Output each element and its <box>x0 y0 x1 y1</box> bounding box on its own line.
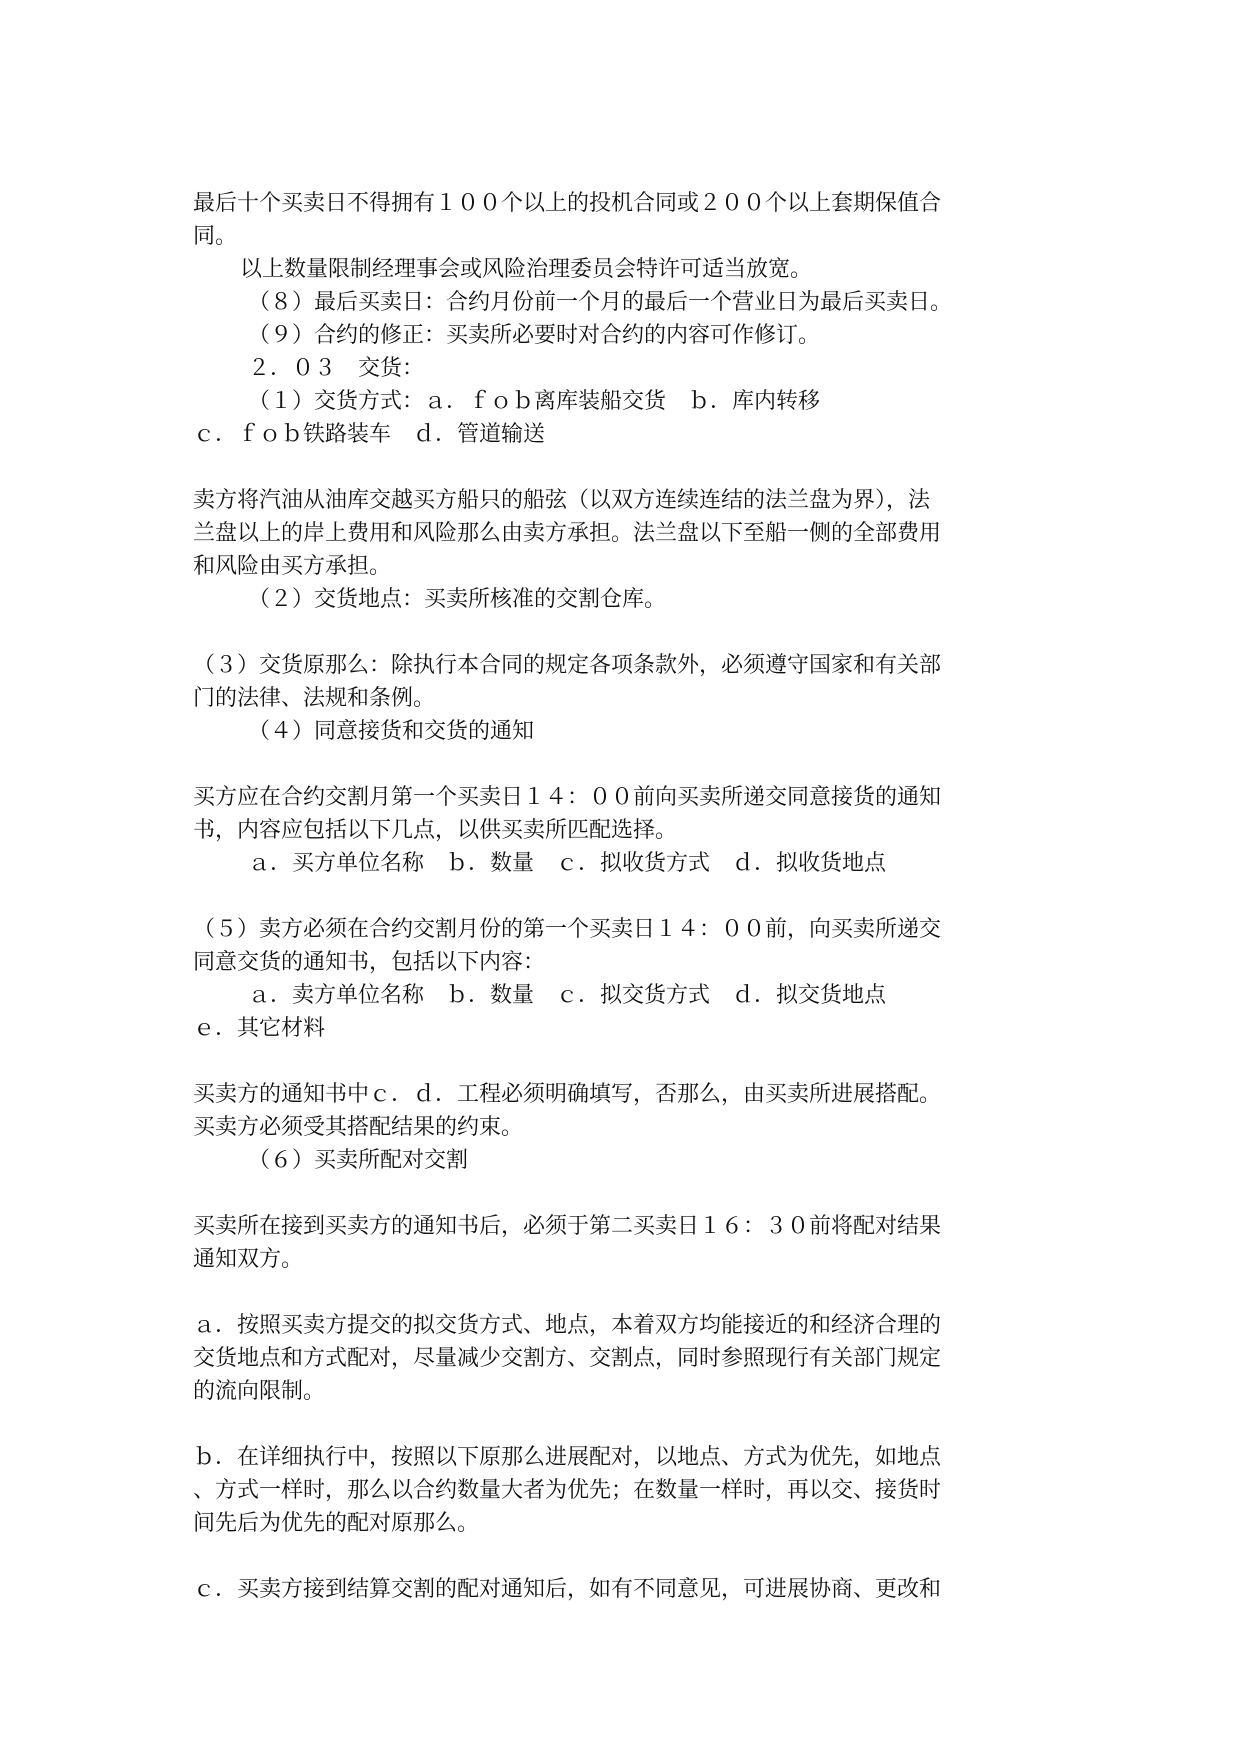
text-line: 和风险由买方承担。 <box>193 554 392 579</box>
text-line: （９）合约的修正：买卖所必要时对合约的内容可作修订。 <box>248 323 821 348</box>
text-line: （１）交货方式：ａ．ｆｏｂ离库装船交货 ｂ．库内转移 <box>248 389 821 414</box>
text-line: 兰盘以上的岸上费用和风险那么由卖方承担。法兰盘以下至船一侧的全部费用 <box>193 521 942 546</box>
text-line: 交货地点和方式配对，尽量减少交割方、交割点，同时参照现行有关部门规定 <box>193 1346 942 1371</box>
text-line: ａ．按照买卖方提交的拟交货方式、地点，本着双方均能接近的和经济合理的 <box>193 1313 942 1338</box>
text-line: 买卖方必须受其搭配结果的约束。 <box>193 1115 524 1140</box>
text-line: 最后十个买卖日不得拥有１００个以上的投机合同或２００个以上套期保值合 <box>193 191 942 216</box>
text-line: （６）买卖所配对交割 <box>248 1148 469 1173</box>
text-line: ｃ．买卖方接到结算交割的配对通知后，如有不同意见，可进展协商、更改和 <box>193 1577 942 1602</box>
text-line: ｂ．在详细执行中，按照以下原那么进展配对，以地点、方式为优先，如地点 <box>193 1445 942 1470</box>
text-line: （８）最后买卖日：合约月份前一个月的最后一个营业日为最后买卖日。 <box>248 290 953 315</box>
text-line: 间先后为优先的配对原那么。 <box>193 1511 480 1536</box>
text-line: （３）交货原那么：除执行本合同的规定各项条款外，必须遵守国家和有关部 <box>193 653 942 678</box>
text-line: 书，内容应包括以下几点，以供买卖所匹配选择。 <box>193 818 678 843</box>
text-line: 买卖方的通知书中ｃ．ｄ．工程必须明确填写，否那么，由买卖所进展搭配。 <box>193 1082 942 1107</box>
text-line: （４）同意接货和交货的通知 <box>248 719 535 744</box>
text-line: （２）交货地点：买卖所核准的交割仓库。 <box>248 587 667 612</box>
text-line: （５）卖方必须在合约交割月份的第一个买卖日１４：００前，向买卖所递交 <box>193 917 942 942</box>
section-heading: ２．０３ 交货： <box>248 356 425 381</box>
text-line: 买方应在合约交割月第一个买卖日１４：００前向买卖所递交同意接货的通知 <box>193 785 942 810</box>
text-line: 卖方将汽油从油库交越买方船只的船弦（以双方连续连结的法兰盘为界），法 <box>193 488 931 513</box>
text-line: 买卖所在接到买卖方的通知书后，必须于第二买卖日１６：３０前将配对结果 <box>193 1214 942 1239</box>
text-line: 同。 <box>193 224 238 249</box>
text-line: ａ．买方单位名称 ｂ．数量 ｃ．拟收货方式 ｄ．拟收货地点 <box>248 851 887 876</box>
text-line: 门的法律、法规和条例。 <box>193 686 436 711</box>
text-line: 、方式一样时，那么以合约数量大者为优先；在数量一样时，再以交、接货时 <box>193 1478 942 1503</box>
text-line: ｅ．其它材料 <box>193 1016 326 1041</box>
text-line: 以上数量限制经理事会或风险治理委员会特许可适当放宽。 <box>240 257 813 282</box>
text-line: ａ．卖方单位名称 ｂ．数量 ｃ．拟交货方式 ｄ．拟交货地点 <box>248 983 887 1008</box>
text-line: ｃ．ｆｏｂ铁路装车 ｄ．管道输送 <box>193 422 546 447</box>
text-line: 通知双方。 <box>193 1247 304 1272</box>
text-line: 同意交货的通知书，包括以下内容： <box>193 950 546 975</box>
text-line: 的流向限制。 <box>193 1379 326 1404</box>
